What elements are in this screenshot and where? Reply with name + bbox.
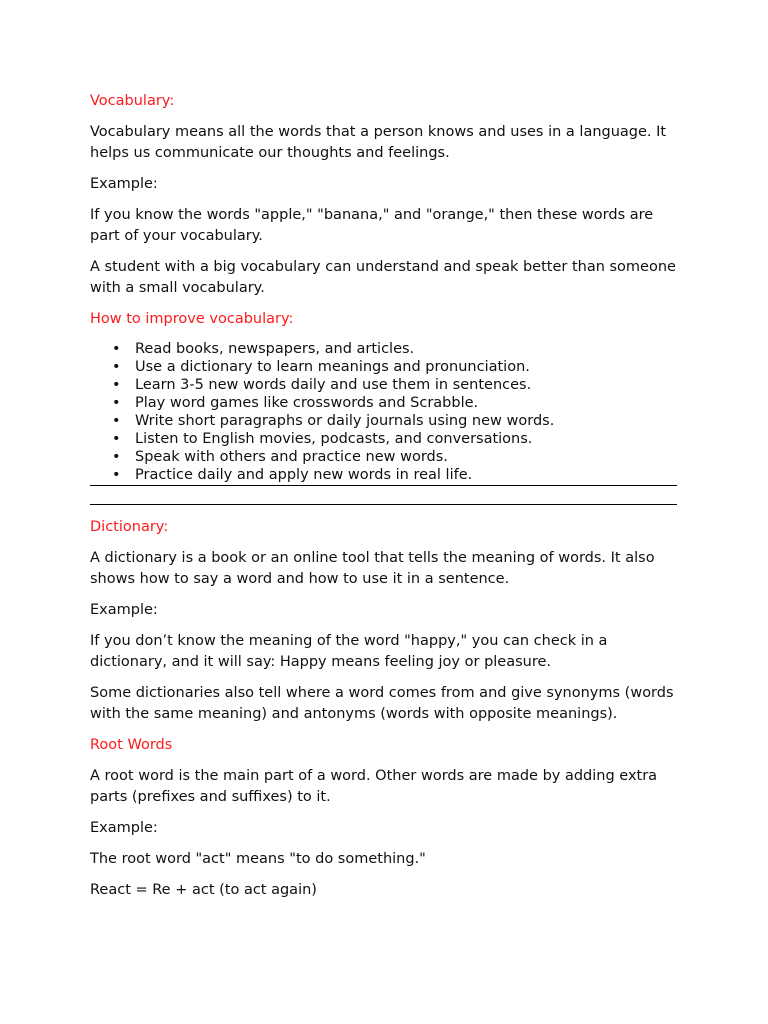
document-page (90, 91, 680, 911)
list-item: • Practice daily and apply new words in real life. (135, 466, 680, 484)
dictionary-example-label: Example: (90, 602, 158, 618)
vocabulary-note: A student with a big vocabulary can understand and speak better than someone with a small vocabulary. (90, 259, 676, 296)
list-item: • Speak with others and practice new words. (135, 448, 680, 466)
list-item: • Learn 3-5 new words daily and use them in sentences. (135, 376, 680, 394)
root-words-definition: A root word is the main part of a word. Other words are made by adding extra parts (prefixes and suffixes) to it. (90, 768, 658, 805)
list-item: • Write short paragraphs or daily journals using new words. (135, 412, 680, 430)
horizontal-rule-bottom (90, 504, 677, 505)
root-words-formula: React = Re + act (to act again) (90, 882, 317, 898)
vocabulary-example: If you know the words "apple," "banana," and "orange," then these words are part of your vocabulary. (90, 207, 654, 244)
root-words-heading: Root Words (90, 737, 173, 753)
improve-vocabulary-heading: How to improve vocabulary: (90, 311, 294, 327)
dictionary-definition: A dictionary is a book or an online tool that tells the meaning of words. It also shows how to say a word and how to use it in a sentence. (90, 550, 655, 587)
dictionary-heading: Dictionary: (90, 519, 169, 535)
list-item: • Play word games like crosswords and Scrabble. (135, 394, 680, 412)
dictionary-example: If you don’t know the meaning of the word "happy," you can check in a dictionary, and it will say: Happy means feeling joy or pleasure. (90, 633, 608, 670)
list-item: • Use a dictionary to learn meanings and pronunciation. (135, 358, 680, 376)
horizontal-rule-top (90, 485, 677, 486)
improve-vocabulary-list (90, 340, 680, 484)
vocabulary-example-label: Example: (90, 176, 158, 192)
vocabulary-heading: Vocabulary: (90, 93, 175, 109)
vocabulary-definition: Vocabulary means all the words that a person knows and uses in a language. It helps us communicate our thoughts and feelings. (90, 124, 667, 161)
root-words-example: The root word "act" means "to do something." (90, 851, 426, 867)
list-item: • Listen to English movies, podcasts, and conversations. (135, 430, 680, 448)
dictionary-note: Some dictionaries also tell where a word comes from and give synonyms (words with the same meaning) and antonyms (words with opposite meanings). (90, 685, 674, 722)
root-words-example-label: Example: (90, 820, 158, 836)
list-item: • Read books, newspapers, and articles. (135, 340, 680, 358)
